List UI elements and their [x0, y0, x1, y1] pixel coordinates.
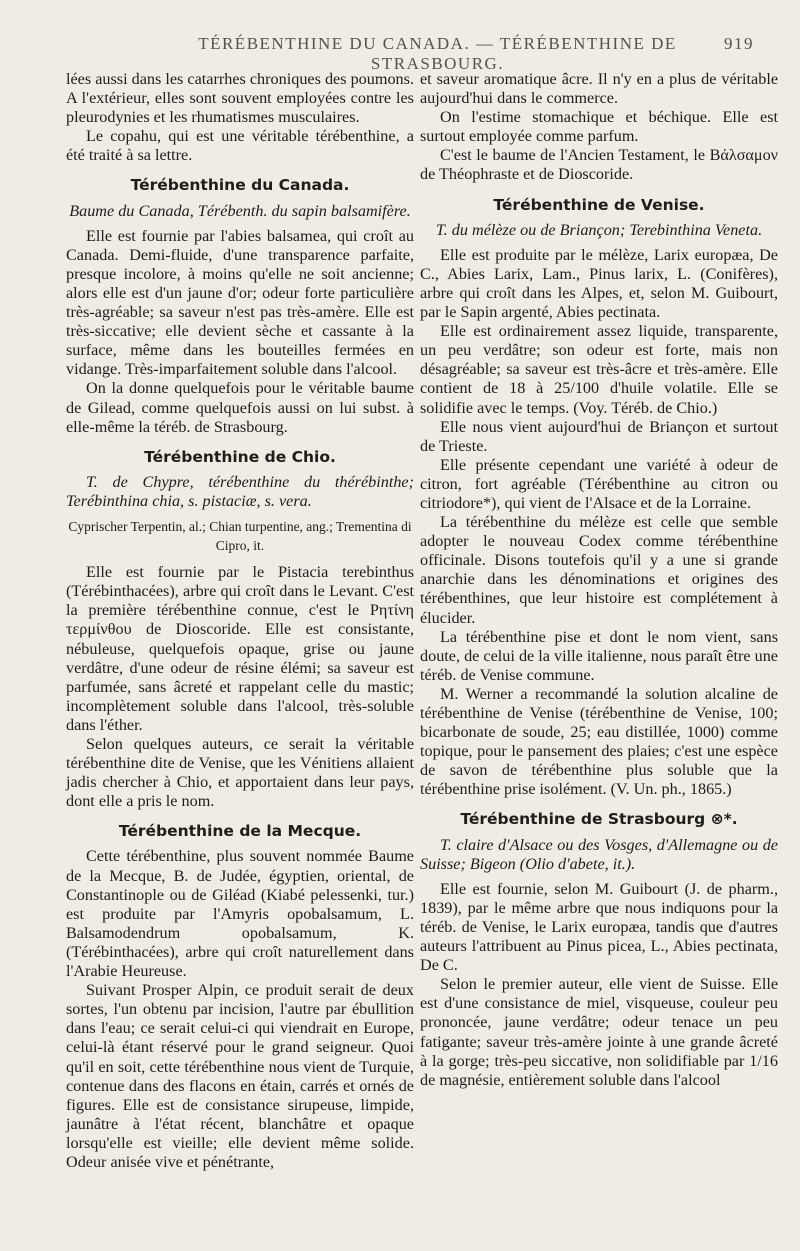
section-heading-strasbourg: Térébenthine de Strasbourg ⊗*. — [460, 810, 738, 829]
foreign-names-chio: Cyprischer Terpentin, al.; Chian turpentine, ang.; Trementina di Cipro, it. — [68, 518, 412, 554]
paragraph: Cette térébenthine, plus souvent nommée Baume de la Mecque, B. de Judée, égyptien, oriental, de Constantinople ou de Giléad (Kiabé pelessenki, tur.) est produite par l'Amyris opobalsamum, L. Balsamodendrum opobalsamum, K. (Térébinthacées), arbre qui croît naturellement dans l'Arabie Heureuse. — [66, 847, 414, 981]
paragraph: Elle est fournie par l'abies balsamea, qui croît au Canada. Demi-fluide, d'une transparence parfaite, presque incolore, à moins qu'elle ne soit ancienne; alors elle est d'un jaune d'or; odeur forte particulière très-agréable; sa saveur n'est pas très-amère. Elle est très-siccative; elle devient sèche et cassante à la surface, même dans les bouteilles fermées en vidange. Très-imparfaitement soluble dans l'alcool. — [66, 226, 414, 379]
right-column — [420, 70, 778, 1090]
paragraph: Elle est fournie par le Pistacia terebinthus (Térébinthacées), arbre qui croît dans le Levant. C'est la première térébenthine connue, c'est le Ρητίνη τερμίνθου de Dioscoride. Elle est consistante, nébuleuse, quelquefois opaque, grise ou jaune verdâtre, d'une odeur de résine élémi; sa saveur est parfumée, sans âcreté et rappelant celle du mastic; incomplètement soluble dans l'alcool, très-soluble dans l'éther. — [66, 563, 414, 734]
left-column — [66, 70, 414, 1172]
paragraph: Elle est ordinairement assez liquide, transparente, un peu verdâtre; son odeur est forte, mais non désagréable; sa saveur est très-âcre et très-amère. Elle contient de 18 à 25/100 d'huile volatile. Elle se solidifie avec le temps. (Voy. Téréb. de Chio.) — [420, 322, 778, 417]
synonyms-venise: T. du mélèze ou de Briançon; Terebinthina Veneta. — [435, 220, 763, 239]
paragraph: Selon quelques auteurs, ce serait la véritable térébenthine dite de Venise, que les Vénitiens allaient jadis chercher à Chio, et apportaient dans leur pays, dont elle a pris le nom. — [66, 735, 414, 811]
section-heading-venise: Térébenthine de Venise. — [493, 195, 705, 214]
paragraph: et saveur aromatique âcre. Il n'y en a plus de véritable aujourd'hui dans le commerce. — [420, 70, 778, 108]
paragraph: Elle est produite par le mélèze, Larix europæa, De C., Abies Larix, Lam., Pinus larix, L. (Conifères), arbre qui croît dans les Alpes, et, selon M. Guibourt, par le Sapin argenté, Abies pectinata. — [420, 245, 778, 322]
paragraph: M. Werner a recommandé la solution alcaline de térébenthine de Venise (térébenthine de Venise, 100; bicarbonate de soude, 25; eau distillée, 1000) comme topique, pour le pansement des plaies; c'est une espèce de savon de térébenthine plus soluble que la térébenthine prise isolément. (V. Un. ph., 1865.) — [420, 684, 778, 799]
paragraph: C'est le baume de l'Ancien Testament, le Βάλσαμον de Théophraste et de Dioscoride. — [420, 146, 778, 184]
synonyms-chio: T. de Chypre, térébenthine du thérébinthe; Terébinthina chia, s. pistaciæ, s. vera. — [66, 472, 414, 510]
running-head-title: TÉRÉBENTHINE DU CANADA. — TÉRÉBENTHINE DE STRASBOURG. — [198, 34, 677, 73]
paragraph: On la donne quelquefois pour le véritable baume de Gilead, comme quelquefois aussi on lui subst. à elle-même la téréb. de Strasbourg. — [66, 379, 414, 436]
paragraph: On l'estime stomachique et béchique. Elle est surtout employée comme parfum. — [420, 108, 778, 146]
paragraph: Elle est fournie, selon M. Guibourt (J. de pharm., 1839), par le même arbre que nous indiquons pour la téréb. de Venise, le Larix europæa, tandis que d'autres auteurs l'attribuent au Pinus picea, L., Abies pectinata, De C. — [420, 879, 778, 975]
paragraph: Selon le premier auteur, elle vient de Suisse. Elle est d'une consistance de miel, visqueuse, couleur peu prononcée, jaune verdâtre; odeur tenace un peu fatigante; saveur très-amère jointe à une grande âcreté à la gorge; très-peu siccative, non solidifiable par 1/16 de magnésie, entièrement soluble dans l'alcool — [420, 975, 778, 1089]
page-number: 919 — [724, 34, 754, 53]
paragraph: La térébenthine du mélèze est celle que semble adopter le nouveau Codex comme térébenthine officinale. Disons toutefois qu'il y a une si grande anarchie dans les dénominations et origines des térébenthines, que leur histoire est complétement à élucider. — [420, 513, 778, 627]
paragraph: lées aussi dans les catarrhes chroniques des poumons. A l'extérieur, elles sont souvent employées contre les pleurodynies et les rhumatismes musculaires. — [66, 70, 414, 127]
paragraph: Elle nous vient aujourd'hui de Briançon et surtout de Trieste. — [420, 417, 778, 455]
paragraph: Elle présente cependant une variété à odeur de citron, fort agréable (Térébenthine au citron ou citriodore*), qui vient de l'Alsace et de la Lorraine. — [420, 455, 778, 512]
paragraph: La térébenthine pise et dont le nom vient, sans doute, de celui de la ville italienne, nous paraît être une téréb. de Venise commune. — [420, 627, 778, 684]
paragraph: Le copahu, qui est une véritable térébenthine, a été traité à sa lettre. — [66, 127, 414, 165]
synonyms-strasbourg: T. claire d'Alsace ou des Vosges, d'Allemagne ou de Suisse; Bigeon (Olio d'abete, it.). — [420, 835, 778, 873]
paragraph: Suivant Prosper Alpin, ce produit serait de deux sortes, l'un obtenu par incision, l'autre par ébullition dans l'eau; ce serait celui-ci qui viendrait en Europe, celui-là étant réservé pour le grand seigneur. Quoi qu'il en soit, cette térébenthine nous vient de Turquie, contenue dans des flacons en étain, carrés et ornés de figures. Elle est de consistance sirupeuse, limpide, jaunâtre à l'état récent, blanchâtre et opaque lorsqu'elle est vieille; elle devient même solide. Odeur anisée vive et pénétrante, — [66, 981, 414, 1171]
section-heading-canada: Térébenthine du Canada. — [130, 176, 350, 195]
synonyms-canada: Baume du Canada, Térébenth. du sapin balsamifère. — [69, 201, 411, 220]
section-heading-chio: Térébenthine de Chio. — [144, 447, 336, 466]
running-head — [0, 34, 800, 73]
section-heading-mecque: Térébenthine de la Mecque. — [118, 822, 362, 841]
